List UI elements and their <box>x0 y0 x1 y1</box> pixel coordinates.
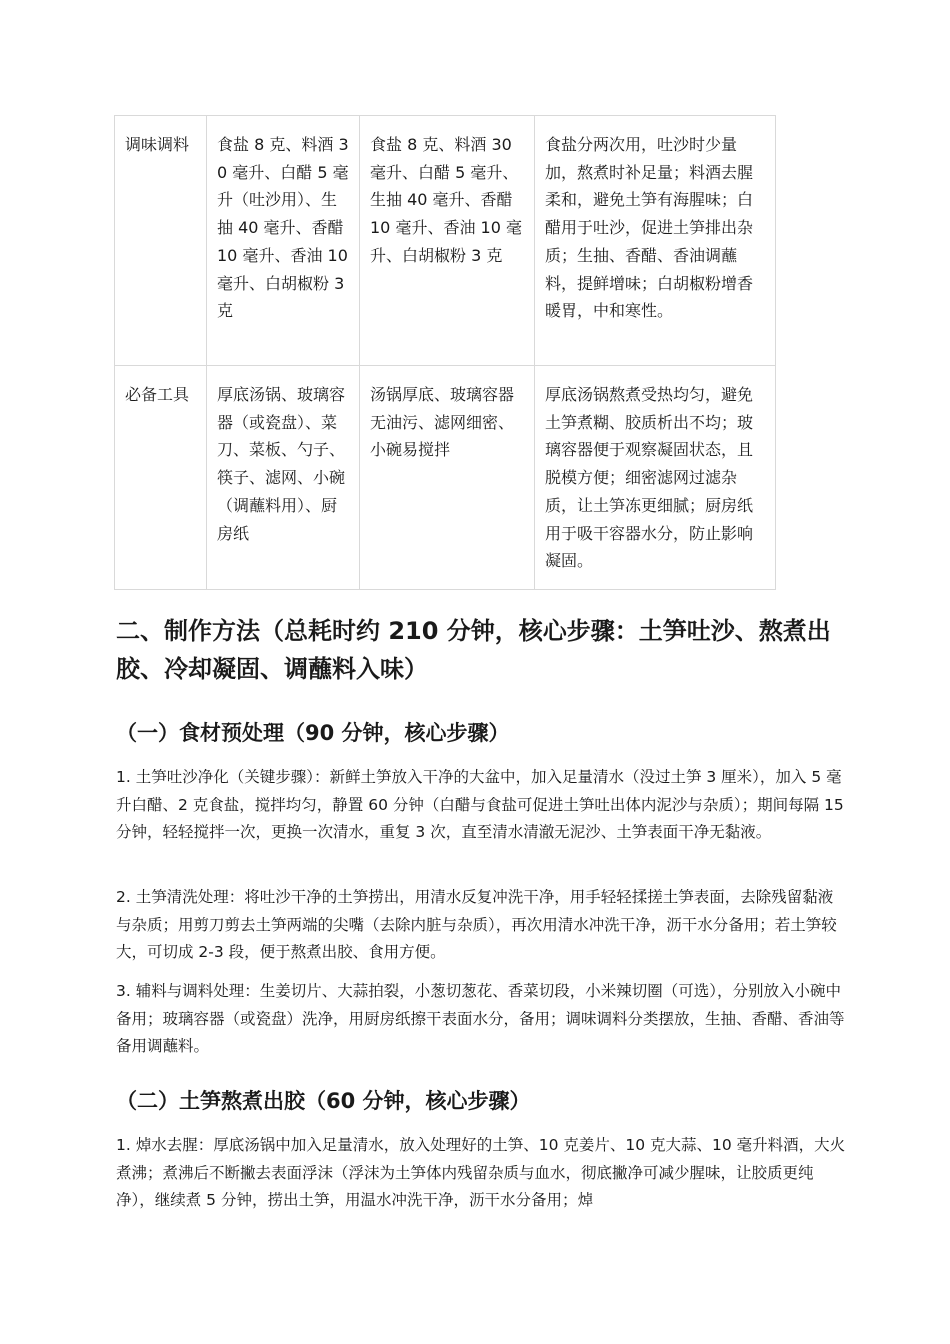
table-cell-amount-b: 汤锅厚底、玻璃容器无油污、滤网细密、小碗易搅拌 <box>360 366 535 590</box>
subsection-heading: （一）食材预处理（90 分钟，核心步骤） <box>116 721 510 745</box>
table-cell-amount-b: 食盐 8 克、料酒 30 毫升、白醋 5 毫升、生抽 40 毫升、香醋 10 毫升、香油 10 毫升、白胡椒粉 3 克 <box>360 116 535 366</box>
subsection-heading: （二）土笋熬煮出胶（60 分钟，核心步骤） <box>116 1089 531 1113</box>
table-row <box>115 116 776 366</box>
table-cell-category: 调味调料 <box>115 116 207 366</box>
table-cell-amount-a: 食盐 8 克、料酒 30 毫升、白醋 5 毫升（吐沙用）、生抽 40 毫升、香醋 10 毫升、香油 10 毫升、白胡椒粉 3 克 <box>207 116 360 366</box>
step-paragraph: 1. 焯水去腥：厚底汤锅中加入足量清水，放入处理好的土笋、10 克姜片、10 克大蒜、10 毫升料酒，大火煮沸；煮沸后不断撇去表面浮沫（浮沫为土笋体内残留杂质与血水，彻底撇净可减少腥味，让胶质更纯净），继续煮 5 分钟，捞出土笋，用温水冲洗干净，沥干水分备用；焯 <box>116 1136 846 1209</box>
table-cell-note: 食盐分两次用，吐沙时少量加，熬煮时补足量；料酒去腥柔和，避免土笋有海腥味；白醋用于吐沙，促进土笋排出杂质；生抽、香醋、香油调蘸料，提鲜增味；白胡椒粉增香暖胃，中和寒性。 <box>535 116 776 366</box>
step-paragraph: 3. 辅料与调料处理：生姜切片、大蒜拍裂，小葱切葱花、香菜切段，小米辣切圈（可选），分别放入小碗中备用；玻璃容器（或瓷盘）洗净，用厨房纸擦干表面水分，备用；调味调料分类摆放，生抽、香醋、香油等备用调蘸料。 <box>116 982 845 1055</box>
table-cell-amount-a: 厚底汤锅、玻璃容器（或瓷盘）、菜刀、菜板、勺子、筷子、滤网、小碗（调蘸料用）、厨房纸 <box>207 366 360 590</box>
section-heading: 二、制作方法（总耗时约 210 分钟，核心步骤：土笋吐沙、熬煮出胶、冷却凝固、调蘸料入味） <box>116 617 831 683</box>
table-row <box>115 366 776 590</box>
ingredients-table <box>114 115 776 590</box>
table-cell-note: 厚底汤锅熬煮受热均匀，避免土笋煮糊、胶质析出不均；玻璃容器便于观察凝固状态，且脱模方便；细密滤网过滤杂质，让土笋冻更细腻；厨房纸用于吸干容器水分，防止影响凝固。 <box>535 366 776 590</box>
table-cell-category: 必备工具 <box>115 366 207 590</box>
step-paragraph: 1. 土笋吐沙净化（关键步骤）：新鲜土笋放入干净的大盆中，加入足量清水（没过土笋 3 厘米），加入 5 毫升白醋、2 克食盐，搅拌均匀，静置 60 分钟（白醋与食盐可促进土笋吐出体内泥沙与杂质）；期间每隔 15 分钟，轻轻搅拌一次，更换一次清水，重复 3 次，直至清水清澈无泥沙、土笋表面干净无黏液。 <box>116 768 844 841</box>
step-paragraph: 2. 土笋清洗处理：将吐沙干净的土笋捞出，用清水反复冲洗干净，用手轻轻揉搓土笋表面，去除残留黏液与杂质；用剪刀剪去土笋两端的尖嘴（去除内脏与杂质），再次用清水冲洗干净，沥干水分备用；若土笋较大，可切成 2-3 段，便于熬煮出胶、食用方便。 <box>116 888 837 961</box>
